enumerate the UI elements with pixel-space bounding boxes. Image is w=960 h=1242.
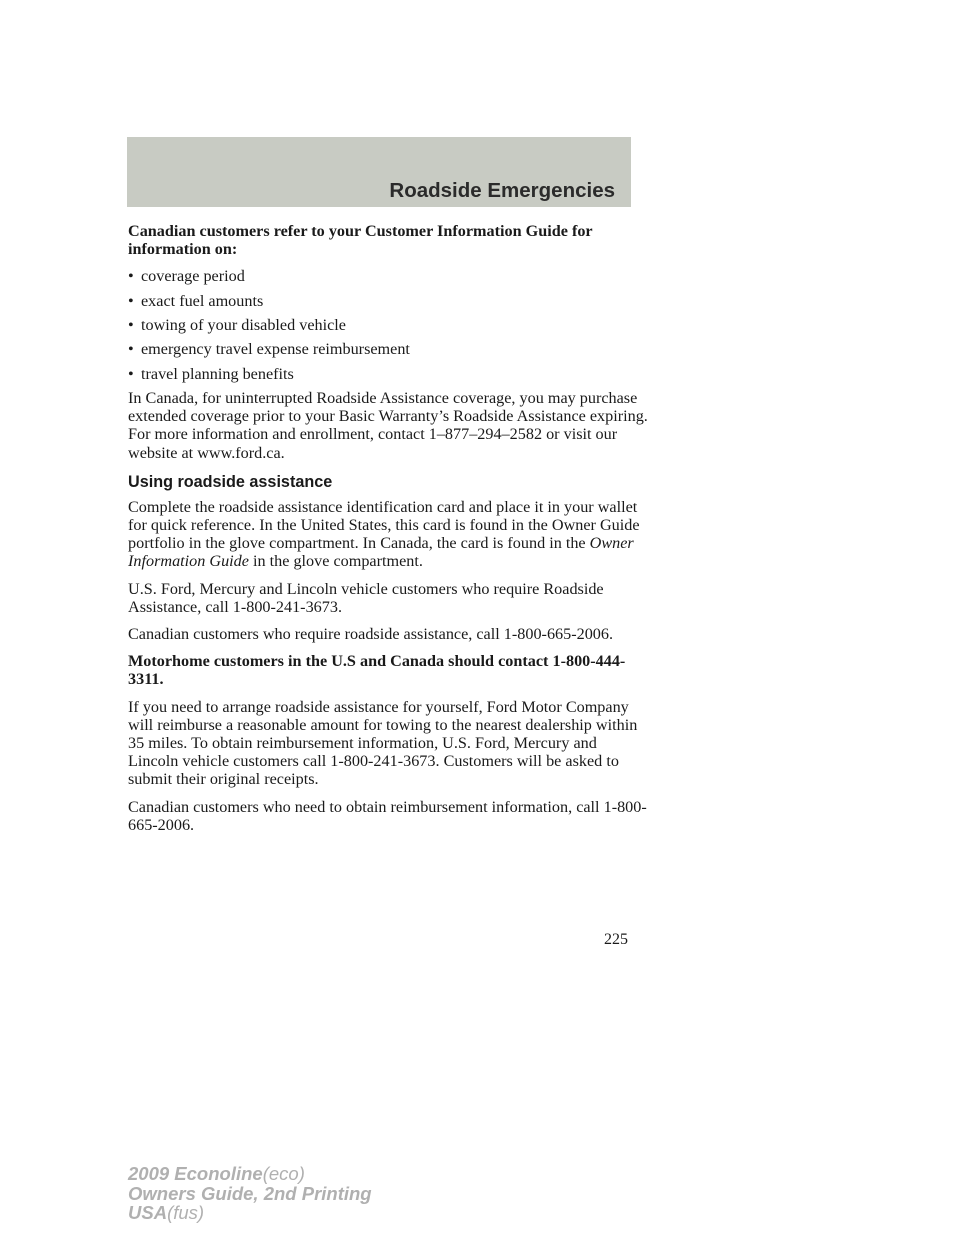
bullet-icon: • (128, 291, 134, 310)
section-title: Roadside Emergencies (389, 179, 615, 202)
footer-line-3: USA(fus) (128, 1202, 205, 1223)
bullet-list (128, 267, 648, 382)
bullet-icon: • (128, 316, 134, 334)
canada-call-paragraph: Canadian customers who require roadside assistance, call 1-800-665-2006. (128, 624, 614, 643)
canada-coverage-paragraph: In Canada, for uninterrupted Roadside Assistance coverage, you may purchase extended coverage prior to your Basic Warranty’s Roadside Assistance expiring. For more information and enrollment, contact 1–877–294–2582 or visit our website at www.ford.ca. (128, 388, 648, 462)
guide-title: Owner Information Guide (128, 534, 634, 571)
canadian-intro: Canadian customers refer to your Customer Information Guide for information on: (128, 222, 593, 259)
list-item: • emergency travel expense reimbursement (128, 340, 410, 359)
footer-line-2: Owners Guide, 2nd Printing (128, 1182, 372, 1204)
footer-line-1: 2009 Econoline(eco) (128, 1163, 305, 1184)
list-item: • towing of your disabled vehicle (128, 316, 346, 334)
canada-reimburse-paragraph: Canadian customers who need to obtain reimbursement information, call 1-800-665-2006. (128, 797, 647, 834)
motorhome-paragraph: Motorhome customers in the U.S and Canada should contact 1-800-444-3311. (128, 652, 626, 689)
list-item: • travel planning benefits (128, 364, 294, 383)
reimburse-paragraph: If you need to arrange roadside assistance for yourself, Ford Motor Company will reimburse a reasonable amount for towing to the nearest dealership within 35 miles. To obtain reimbursement information, U.S. Ford, Mercury and Lincoln vehicle customers call 1-800-241-3673. Customers will be asked to submit their original receipts. (128, 697, 638, 789)
page-number: 225 (604, 931, 628, 948)
bullet-icon: • (128, 340, 134, 359)
bullet-icon: • (128, 267, 134, 286)
page-content (128, 222, 648, 843)
card-paragraph: Complete the roadside assistance identification card and place it in your wallet for quick reference. In the United States, this card is found in the Owner Guide portfolio in the glove compartment. In Canada, the card is found in the Owner Information Guide in the glove compartment. (128, 497, 640, 571)
bullet-icon: • (128, 364, 134, 383)
section-header-band (127, 137, 631, 207)
document-footer (128, 1164, 372, 1223)
list-item: • coverage period (128, 267, 245, 286)
us-call-paragraph: U.S. Ford, Mercury and Lincoln vehicle customers who require Roadside Assistance, call 1-800-241-3673. (128, 579, 604, 616)
list-item: • exact fuel amounts (128, 291, 264, 310)
section-heading: Using roadside assistance (128, 472, 333, 491)
